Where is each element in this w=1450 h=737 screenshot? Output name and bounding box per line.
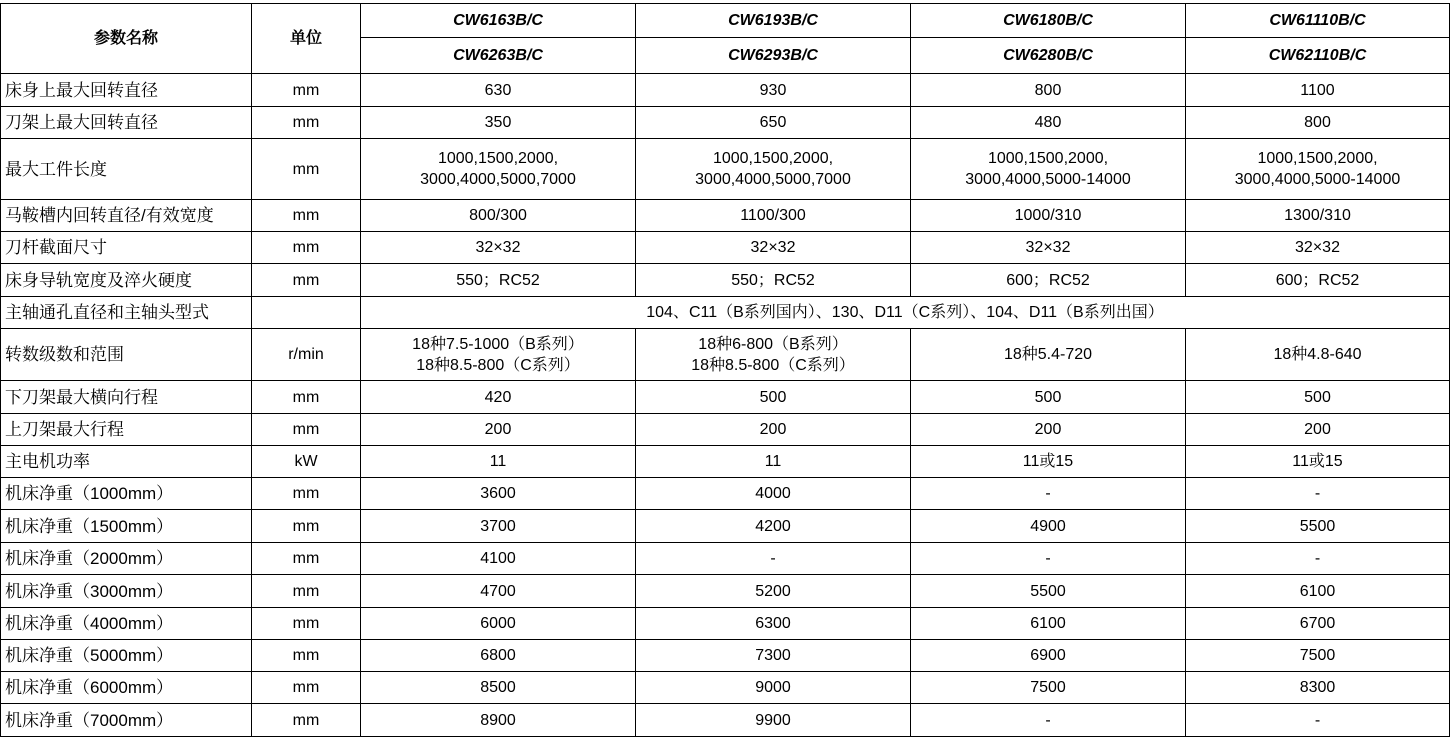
value-cell: - xyxy=(911,478,1186,510)
table-row xyxy=(1,672,1450,704)
value-cell: 800 xyxy=(1186,107,1450,139)
param-name-cell: 主轴通孔直径和主轴头型式 xyxy=(1,297,252,329)
value-cell: 4700 xyxy=(361,575,636,608)
unit-cell: kW xyxy=(252,446,361,478)
value-cell: 200 xyxy=(636,414,911,446)
value-cell: 32×32 xyxy=(361,232,636,264)
table-row xyxy=(1,510,1450,543)
table-row xyxy=(1,575,1450,608)
table-row xyxy=(1,640,1450,672)
value-cell: 6900 xyxy=(911,640,1186,672)
value-cell: 3700 xyxy=(361,510,636,543)
param-name-cell: 机床净重（3000mm） xyxy=(1,575,252,608)
value-cell: - xyxy=(911,704,1186,737)
value-cell: 4900 xyxy=(911,510,1186,543)
value-cell: 32×32 xyxy=(636,232,911,264)
value-cell: 8500 xyxy=(361,672,636,704)
param-name-cell: 主电机功率 xyxy=(1,446,252,478)
value-cell: - xyxy=(1186,543,1450,575)
unit-cell: mm xyxy=(252,672,361,704)
unit-cell: mm xyxy=(252,107,361,139)
table-row xyxy=(1,232,1450,264)
value-cell: - xyxy=(1186,478,1450,510)
table-row xyxy=(1,414,1450,446)
value-cell: 650 xyxy=(636,107,911,139)
param-name-cell: 床身导轨宽度及淬火硬度 xyxy=(1,264,252,297)
value-cell: 1000/310 xyxy=(911,200,1186,232)
value-cell: 11 xyxy=(636,446,911,478)
model-header: CW6263B/C xyxy=(361,38,636,74)
param-name-cell: 机床净重（7000mm） xyxy=(1,704,252,737)
value-cell: 1300/310 xyxy=(1186,200,1450,232)
unit-cell: mm xyxy=(252,704,361,737)
unit-cell: mm xyxy=(252,200,361,232)
value-cell: 6100 xyxy=(911,608,1186,640)
table-row xyxy=(1,297,1450,329)
header-row-top xyxy=(1,4,1450,38)
value-cell: 1000,1500,2000, 3000,4000,5000-14000 xyxy=(1186,139,1450,200)
value-cell: 7500 xyxy=(1186,640,1450,672)
value-cell: 1100 xyxy=(1186,74,1450,107)
value-cell: 420 xyxy=(361,381,636,414)
value-cell: 7500 xyxy=(911,672,1186,704)
value-cell: 350 xyxy=(361,107,636,139)
value-cell: 6100 xyxy=(1186,575,1450,608)
param-name-cell: 刀架上最大回转直径 xyxy=(1,107,252,139)
value-cell: 11或15 xyxy=(911,446,1186,478)
table-row xyxy=(1,704,1450,737)
value-cell: - xyxy=(911,543,1186,575)
unit-cell: mm xyxy=(252,543,361,575)
value-cell: 600；RC52 xyxy=(911,264,1186,297)
table-row xyxy=(1,381,1450,414)
unit-cell: mm xyxy=(252,510,361,543)
value-cell: 500 xyxy=(1186,381,1450,414)
model-header: CW6163B/C xyxy=(361,4,636,38)
value-cell: 8300 xyxy=(1186,672,1450,704)
value-cell: 800 xyxy=(911,74,1186,107)
table-row xyxy=(1,608,1450,640)
value-cell: 18种5.4-720 xyxy=(911,329,1186,381)
table-row xyxy=(1,543,1450,575)
value-cell: 480 xyxy=(911,107,1186,139)
table-row xyxy=(1,264,1450,297)
value-cell: 6700 xyxy=(1186,608,1450,640)
model-header: CW6280B/C xyxy=(911,38,1186,74)
param-name-cell: 上刀架最大行程 xyxy=(1,414,252,446)
table-row xyxy=(1,200,1450,232)
param-name-cell: 机床净重（1000mm） xyxy=(1,478,252,510)
value-cell: 200 xyxy=(911,414,1186,446)
value-cell: 550；RC52 xyxy=(361,264,636,297)
value-cell: - xyxy=(1186,704,1450,737)
value-cell: 500 xyxy=(636,381,911,414)
table-row xyxy=(1,74,1450,107)
param-name-cell: 下刀架最大横向行程 xyxy=(1,381,252,414)
unit-cell: mm xyxy=(252,575,361,608)
merged-value-cell: 104、C11（B系列国内）、130、D11（C系列）、104、D11（B系列出国） xyxy=(361,297,1450,329)
unit-cell: mm xyxy=(252,640,361,672)
value-cell: 5500 xyxy=(911,575,1186,608)
value-cell: 4200 xyxy=(636,510,911,543)
value-cell: 6800 xyxy=(361,640,636,672)
model-header: CW62110B/C xyxy=(1186,38,1450,74)
table-row xyxy=(1,329,1450,381)
value-cell: 18种7.5-1000（B系列） 18种8.5-800（C系列） xyxy=(361,329,636,381)
value-cell: 18种6-800（B系列） 18种8.5-800（C系列） xyxy=(636,329,911,381)
value-cell: 11或15 xyxy=(1186,446,1450,478)
param-name-cell: 床身上最大回转直径 xyxy=(1,74,252,107)
value-cell: 600；RC52 xyxy=(1186,264,1450,297)
value-cell: 18种4.8-640 xyxy=(1186,329,1450,381)
unit-cell: mm xyxy=(252,139,361,200)
unit-header: 单位 xyxy=(252,4,361,74)
model-header: CW6293B/C xyxy=(636,38,911,74)
value-cell: 800/300 xyxy=(361,200,636,232)
table-row xyxy=(1,478,1450,510)
param-name-cell: 机床净重（2000mm） xyxy=(1,543,252,575)
table-row xyxy=(1,446,1450,478)
value-cell: 6000 xyxy=(361,608,636,640)
value-cell: 9000 xyxy=(636,672,911,704)
unit-cell: mm xyxy=(252,478,361,510)
value-cell: 3600 xyxy=(361,478,636,510)
param-name-cell: 机床净重（1500mm） xyxy=(1,510,252,543)
param-name-cell: 转数级数和范围 xyxy=(1,329,252,381)
unit-cell: mm xyxy=(252,232,361,264)
param-name-cell: 机床净重（6000mm） xyxy=(1,672,252,704)
unit-cell: mm xyxy=(252,74,361,107)
unit-cell: r/min xyxy=(252,329,361,381)
model-header: CW61110B/C xyxy=(1186,4,1450,38)
value-cell: 1100/300 xyxy=(636,200,911,232)
unit-cell: mm xyxy=(252,414,361,446)
value-cell: - xyxy=(636,543,911,575)
value-cell: 9900 xyxy=(636,704,911,737)
value-cell: 5500 xyxy=(1186,510,1450,543)
value-cell: 1000,1500,2000, 3000,4000,5000-14000 xyxy=(911,139,1186,200)
unit-cell: mm xyxy=(252,264,361,297)
unit-cell xyxy=(252,297,361,329)
value-cell: 11 xyxy=(361,446,636,478)
value-cell: 200 xyxy=(1186,414,1450,446)
model-header: CW6193B/C xyxy=(636,4,911,38)
value-cell: 930 xyxy=(636,74,911,107)
unit-cell: mm xyxy=(252,608,361,640)
value-cell: 6300 xyxy=(636,608,911,640)
value-cell: 32×32 xyxy=(911,232,1186,264)
value-cell: 5200 xyxy=(636,575,911,608)
value-cell: 200 xyxy=(361,414,636,446)
unit-cell: mm xyxy=(252,381,361,414)
param-name-cell: 最大工件长度 xyxy=(1,139,252,200)
value-cell: 32×32 xyxy=(1186,232,1450,264)
table-row xyxy=(1,107,1450,139)
table-row xyxy=(1,139,1450,200)
param-name-cell: 机床净重（5000mm） xyxy=(1,640,252,672)
value-cell: 550；RC52 xyxy=(636,264,911,297)
value-cell: 4000 xyxy=(636,478,911,510)
param-name-cell: 机床净重（4000mm） xyxy=(1,608,252,640)
model-header: CW6180B/C xyxy=(911,4,1186,38)
value-cell: 8900 xyxy=(361,704,636,737)
param-name-cell: 马鞍槽内回转直径/有效宽度 xyxy=(1,200,252,232)
value-cell: 1000,1500,2000, 3000,4000,5000,7000 xyxy=(636,139,911,200)
param-name-header: 参数名称 xyxy=(1,4,252,74)
value-cell: 1000,1500,2000, 3000,4000,5000,7000 xyxy=(361,139,636,200)
spec-table xyxy=(0,3,1450,737)
param-name-cell: 刀杆截面尺寸 xyxy=(1,232,252,264)
value-cell: 630 xyxy=(361,74,636,107)
value-cell: 7300 xyxy=(636,640,911,672)
value-cell: 4100 xyxy=(361,543,636,575)
value-cell: 500 xyxy=(911,381,1186,414)
